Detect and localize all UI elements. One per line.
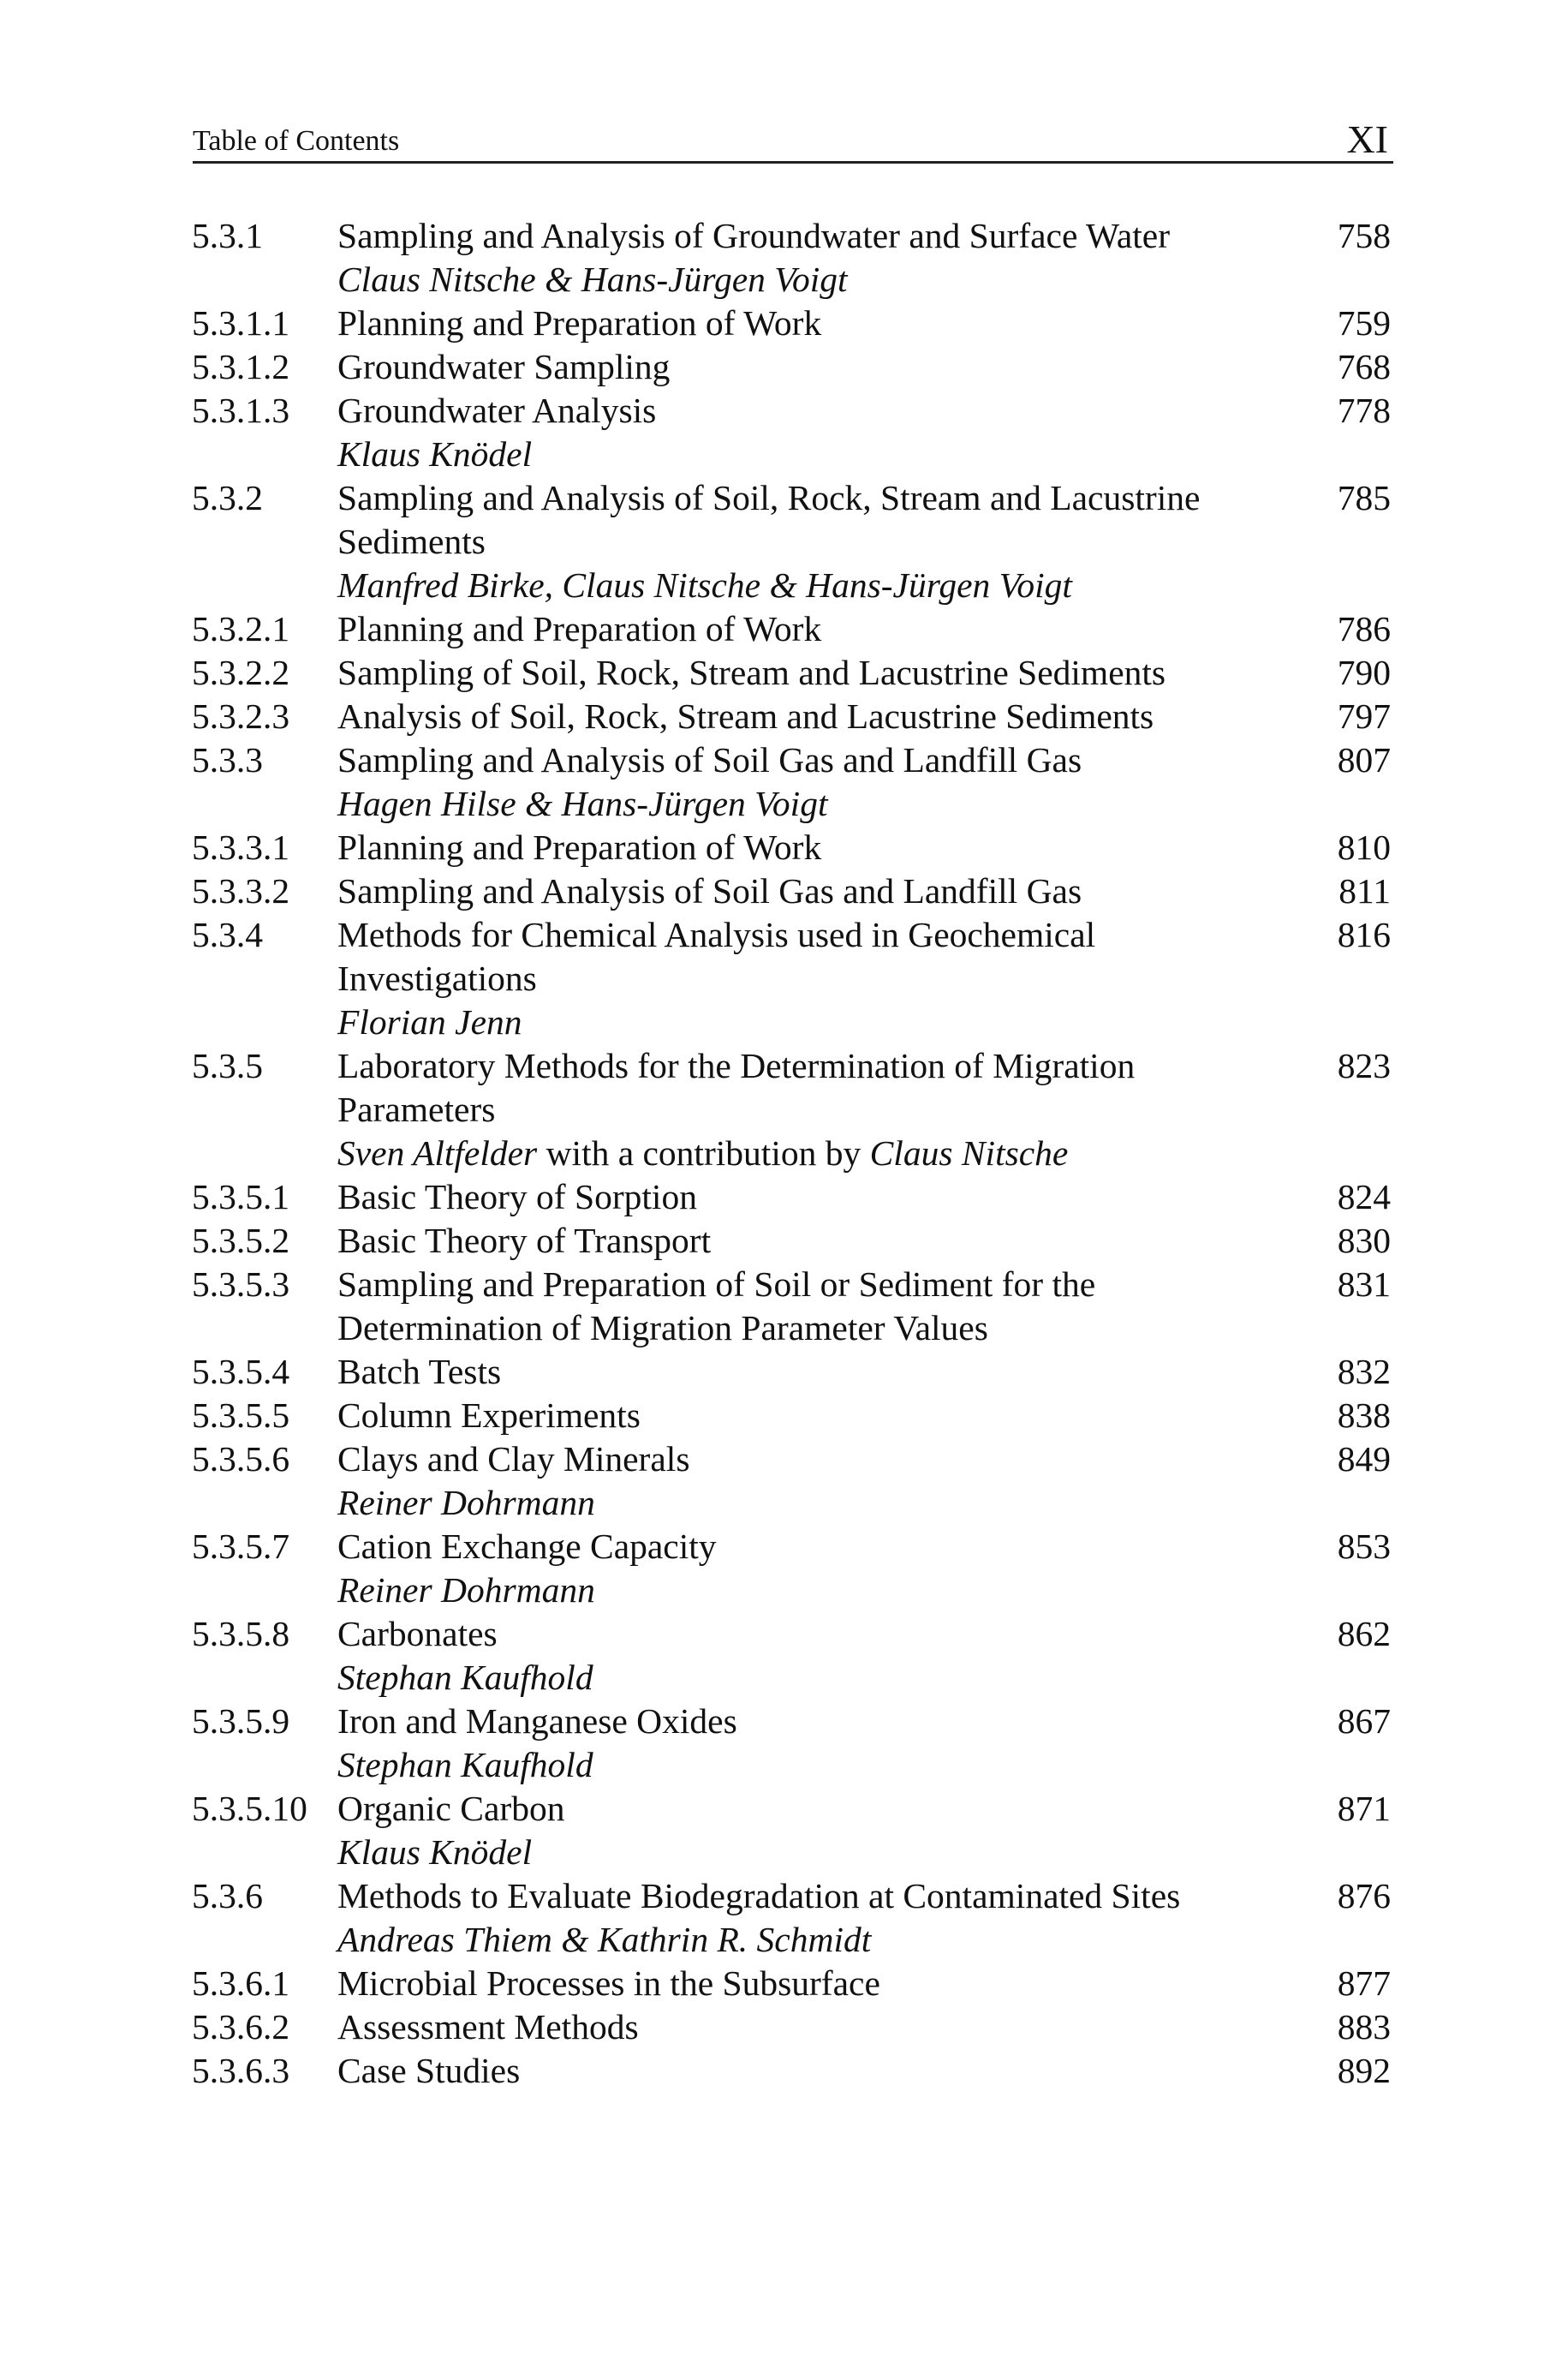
entry-page: 778 [1337,391,1391,430]
entry-author: Florian Jenn [337,1002,522,1042]
entry-number: 5.3.1.2 [192,347,290,386]
toc-entry [192,1787,1396,1831]
toc-entry [192,214,1396,258]
entry-page: 862 [1337,1614,1391,1653]
entry-number: 5.3.6.3 [192,2051,290,2090]
entry-number: 5.3.6 [192,1876,263,1915]
entry-title: Batch Tests [337,1352,502,1391]
entry-author: Klaus Knödel [337,1832,533,1872]
author-name: Sven Altfelder [337,1133,538,1173]
entry-number: 5.3.5.8 [192,1614,290,1653]
toc-entry [192,1350,1396,1394]
entry-number: 5.3.6.2 [192,2007,290,2046]
entry-title: Case Studies [337,2051,521,2090]
entry-number: 5.3.5.9 [192,1701,290,1741]
toc-entry [192,826,1396,869]
entry-author [337,1132,1396,1175]
entry-title: Laboratory Methods for the Determination of Migration Parameters [337,1046,1136,1129]
entry-page: 892 [1337,2051,1391,2090]
entry-number: 5.3.5.1 [192,1177,290,1216]
toc-entry [192,1962,1396,2005]
entry-number: 5.3.1 [192,216,263,255]
entry-page: 786 [1337,609,1391,648]
entry-page: 811 [1338,871,1391,911]
entry-page: 830 [1337,1221,1391,1260]
entry-number: 5.3.1.1 [192,303,290,343]
header-title: Table of Contents [193,125,400,157]
contribution-text: with a contribution by [537,1133,870,1173]
entry-number: 5.3.5.7 [192,1527,290,1566]
entry-author: Claus Nitsche & Hans-Jürgen Voigt [337,260,848,299]
entry-number: 5.3.2 [192,478,263,517]
entry-title: Sampling and Analysis of Soil, Rock, Stream and Lacustrine Sediments [337,478,1201,561]
entry-title: Organic Carbon [337,1789,565,1828]
entry-number: 5.3.5.6 [192,1439,290,1479]
entry-page: 790 [1337,653,1391,692]
toc-entry [192,1219,1396,1263]
entry-page: 849 [1337,1439,1391,1479]
entry-page: 832 [1337,1352,1391,1391]
entry-title: Cation Exchange Capacity [337,1527,717,1566]
toc-entry [192,1175,1396,1219]
entry-number: 5.3.3 [192,740,263,780]
entry-number: 5.3.3.1 [192,828,290,867]
entry-title: Sampling and Preparation of Soil or Sediment for the Determination of Migration Parameter Values [337,1264,1096,1347]
entry-title: Basic Theory of Transport [337,1221,712,1260]
entry-title: Groundwater Analysis [337,391,657,430]
toc-entry [192,476,1396,564]
entry-number: 5.3.2.1 [192,609,290,648]
entry-title: Sampling and Analysis of Soil Gas and Landfill Gas [337,740,1082,780]
entry-title: Basic Theory of Sorption [337,1177,697,1216]
entry-number: 5.3.4 [192,915,263,954]
toc-entry [192,1394,1396,1437]
entry-title: Column Experiments [337,1395,641,1435]
toc-entry [192,869,1396,913]
toc-entry [192,1874,1396,1918]
entry-title: Sampling and Analysis of Groundwater and Surface Water [337,216,1171,255]
entry-title: Methods for Chemical Analysis used in Geochemical Investigations [337,915,1096,998]
entry-author: Manfred Birke, Claus Nitsche & Hans-Jürgen Voigt [337,565,1072,605]
entry-page: 831 [1337,1264,1391,1304]
entry-title: Iron and Manganese Oxides [337,1701,737,1741]
entry-page: 759 [1337,303,1391,343]
entry-title: Planning and Preparation of Work [337,303,822,343]
entry-number: 5.3.5.2 [192,1221,290,1260]
entry-number: 5.3.2.2 [192,653,290,692]
toc-entry [192,2049,1396,2093]
toc-entry [192,913,1396,1001]
contributor-name: Claus Nitsche [869,1133,1069,1173]
toc-entry [192,1700,1396,1743]
entry-page: 810 [1337,828,1391,867]
entry-page: 758 [1337,216,1391,255]
toc-entry [192,1263,1396,1350]
entry-number: 5.3.6.1 [192,1963,290,2003]
toc-entry [192,2005,1396,2049]
entry-title: Methods to Evaluate Biodegradation at Contaminated Sites [337,1876,1181,1915]
toc-entry [192,1612,1396,1656]
entry-number: 5.3.5 [192,1046,263,1085]
entry-number: 5.3.5.3 [192,1264,290,1304]
toc-entry [192,1044,1396,1132]
entry-number: 5.3.5.4 [192,1352,290,1391]
entry-author: Stephan Kaufhold [337,1658,593,1697]
entry-author: Stephan Kaufhold [337,1745,593,1784]
toc-list [192,214,1396,2093]
entry-page: 807 [1337,740,1391,780]
entry-title: Analysis of Soil, Rock, Stream and Lacustrine Sediments [337,696,1154,736]
entry-author: Andreas Thiem & Kathrin R. Schmidt [337,1920,872,1959]
entry-title: Assessment Methods [337,2007,639,2046]
entry-number: 5.3.1.3 [192,391,290,430]
running-header [193,108,1393,164]
toc-entry [192,1525,1396,1568]
toc-entry [192,389,1396,433]
entry-page: 876 [1337,1876,1391,1915]
entry-page: 871 [1337,1789,1391,1828]
entry-page: 797 [1337,696,1391,736]
entry-page: 816 [1337,915,1391,954]
entry-title: Sampling and Analysis of Soil Gas and Landfill Gas [337,871,1082,911]
entry-title: Clays and Clay Minerals [337,1439,690,1479]
entry-title: Planning and Preparation of Work [337,828,822,867]
entry-number: 5.3.2.3 [192,696,290,736]
entry-author: Klaus Knödel [337,434,533,474]
entry-page: 853 [1337,1527,1391,1566]
entry-author: Hagen Hilse & Hans-Jürgen Voigt [337,784,828,823]
toc-entry [192,651,1396,695]
entry-page: 768 [1337,347,1391,386]
entry-title: Sampling of Soil, Rock, Stream and Lacustrine Sediments [337,653,1166,692]
entry-title: Groundwater Sampling [337,347,671,386]
entry-title: Planning and Preparation of Work [337,609,822,648]
entry-title: Microbial Processes in the Subsurface [337,1963,880,2003]
toc-entry [192,738,1396,782]
toc-entry [192,1437,1396,1481]
entry-page: 824 [1337,1177,1391,1216]
entry-page: 867 [1337,1701,1391,1741]
toc-entry [192,302,1396,345]
entry-number: 5.3.3.2 [192,871,290,911]
toc-entry [192,345,1396,389]
entry-author: Reiner Dohrmann [337,1483,595,1522]
toc-entry [192,695,1396,738]
entry-page: 785 [1337,478,1391,517]
entry-number: 5.3.5.5 [192,1395,290,1435]
entry-page: 838 [1337,1395,1391,1435]
entry-page: 883 [1337,2007,1391,2046]
entry-title: Carbonates [337,1614,498,1653]
header-page-number: XI [1346,117,1388,161]
entry-number: 5.3.5.10 [192,1789,307,1828]
entry-page: 823 [1337,1046,1391,1085]
entry-page: 877 [1337,1963,1391,2003]
toc-entry [192,607,1396,651]
entry-author: Reiner Dohrmann [337,1570,595,1610]
